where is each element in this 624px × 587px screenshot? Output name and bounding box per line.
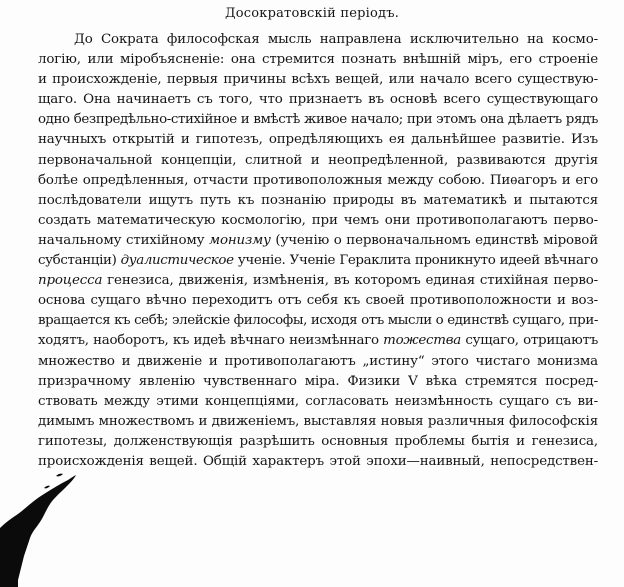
text-run: щаго. Она начинаетъ съ того, что признаетъ въ основѣ всего существующаго: [38, 92, 598, 108]
text-line: [38, 372, 598, 392]
text-line: [38, 291, 598, 311]
text-run: логію, или міробъясненіе: она стремится познать внѣшній міръ, его строеніе: [38, 52, 598, 68]
text-line: [38, 271, 598, 291]
text-run: сущаго, отрицаютъ: [461, 333, 598, 349]
text-line: [38, 90, 598, 110]
text-run: субстанціи): [38, 253, 121, 269]
text-line: [38, 432, 598, 452]
text-run: происхожденія вещей. Общій характеръ этой эпохи—наивный, непосредствен-: [38, 453, 598, 469]
text-line: [38, 231, 598, 251]
text-run: димымъ множествомъ и движеніемъ, выставляя новыя различныя философскія: [38, 413, 598, 429]
text-line: [38, 30, 598, 50]
text-line: [38, 452, 598, 472]
text-line: [38, 50, 598, 70]
text-line: [38, 130, 598, 150]
text-run: генезиса, движенія, измѣненія, въ которомъ единая стихійная перво-: [102, 273, 598, 289]
text-line: [38, 171, 598, 191]
stain-speck: [56, 474, 63, 477]
text-run: основа сущаго вѣчно переходитъ отъ себя къ своей противоположности и воз-: [38, 293, 598, 309]
text-line: [38, 110, 598, 130]
emphasized-term: дуалистическое: [120, 253, 234, 269]
text-line: [38, 70, 598, 90]
emphasized-term: тожества: [383, 333, 462, 349]
text-line: [38, 251, 598, 271]
text-run: ходятъ, наоборотъ, къ идеѣ вѣчнаго неизмѣннаго: [38, 333, 384, 349]
text-run: научныхъ открытій и гипотезъ, опредѣляющихъ ея дальнѣйшее развитіе. Изъ: [38, 132, 598, 148]
text-run: послѣдователи ищутъ путь къ познанію природы въ математикѣ и пытаются: [38, 192, 598, 208]
text-line: [38, 151, 598, 171]
text-line: [38, 392, 598, 412]
text-run: начальному стихійному: [38, 232, 209, 248]
text-run: призрачному явленію чувственнаго міра. Физики V вѣка стремятся посред-: [38, 373, 598, 389]
text-run: вращается къ себѣ; элейскіе философы, исходя отъ мысли о единствѣ сущаго, при-: [38, 313, 598, 329]
stain-speck: [44, 486, 50, 489]
scan-edge-stain: [0, 470, 78, 587]
text-run: первоначальной концепціи, слитной и неопредѣленной, развиваются другія: [38, 152, 598, 168]
text-line: [38, 211, 598, 231]
emphasized-term: процесса: [38, 273, 103, 289]
text-run: болѣе опредѣленныя, отчасти противоположныя между собою. Пиѳагоръ и его: [38, 172, 598, 188]
text-line: [38, 412, 598, 432]
text-run: множество и движеніе и противополагаютъ „истину“ этого чистаго монизма: [38, 353, 598, 369]
text-line: [38, 311, 598, 331]
text-run: ствовать между этими концепціями, согласовать неизмѣнность сущаго съ ви-: [38, 393, 598, 409]
body-paragraph: [38, 30, 598, 472]
text-run: и происхожденіе, первыя причины всѣхъ вещей, или начало всего существую-: [38, 72, 598, 88]
text-run: гипотезы, долженствующія разрѣшить основныя проблемы бытія и генезиса,: [38, 433, 598, 449]
emphasized-term: монизму: [209, 232, 271, 248]
text-run: (ученію о первоначальномъ единствѣ міровой: [270, 232, 598, 248]
text-run: ученіе. Ученіе Гераклита проникнуто идеей вѣчнаго: [233, 253, 599, 269]
text-line: [38, 352, 598, 372]
running-header: Досократовскій періодъ.: [224, 6, 400, 21]
stain-shape: [0, 475, 76, 587]
text-run: До Сократа философская мысль направлена исключительно на космо-: [74, 32, 598, 47]
text-line: [38, 191, 598, 211]
text-line: [38, 331, 598, 351]
text-run: создать математическую космологію, при чемъ они противополагаютъ перво-: [38, 212, 598, 228]
text-run: одно безпредѣльно-стихійное и вмѣстѣ живое начало; при этомъ она дѣлаетъ рядъ: [38, 112, 598, 128]
